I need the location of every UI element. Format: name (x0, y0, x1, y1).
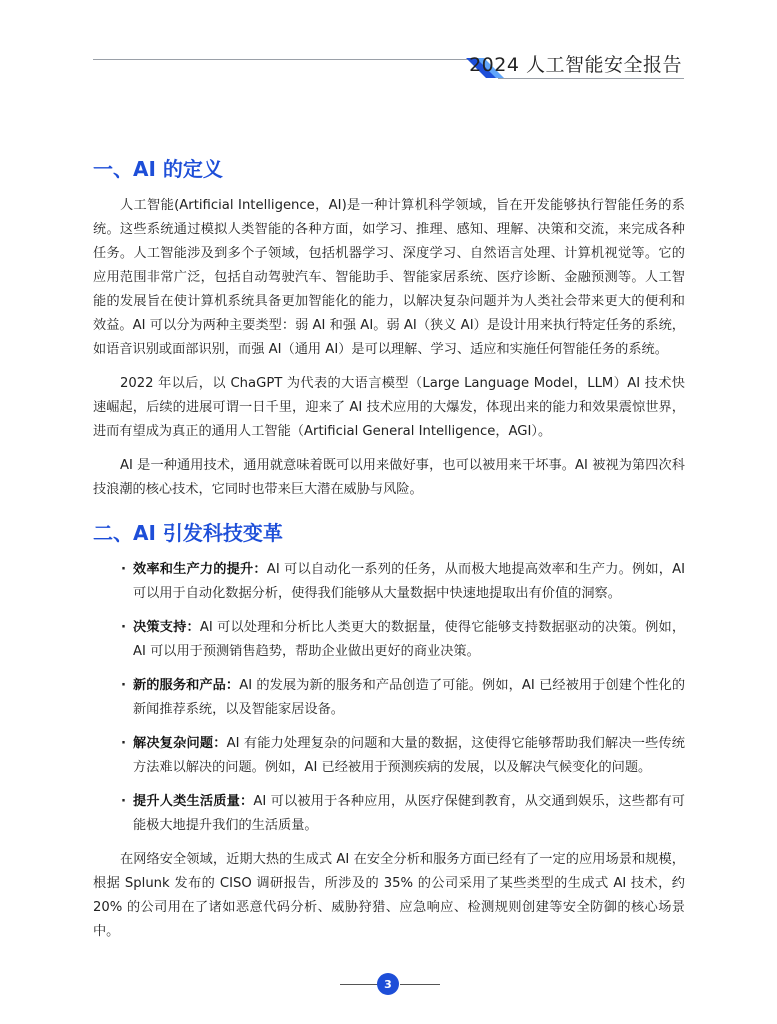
paragraph: 在网络安全领域，近期大热的生成式 AI 在安全分析和服务方面已经有了一定的应用场景和规模，根据 Splunk 发布的 CISO 调研报告，所涉及的 35% 的公司采用了某些类型的生成式 AI 技术，约 20% 的公司用在了诸如恶意代码分析、威胁狩猎、应急响应、检测规则创建等安全防御的核心场景中。 (93, 852, 685, 939)
bullet-text: AI 可以被用于各种应用，从医疗保健到教育，从交通到娱乐，这些都有可能极大地提升我们的生活质量。 (133, 794, 685, 833)
bullet-term: 效率和生产力的提升： (133, 562, 267, 577)
bullet-text: AI 可以自动化一系列的任务，从而极大地提高效率和生产力。例如，AI 可以用于自动化数据分析，使得我们能够从大量数据中快速地提取出有价值的洞察。 (133, 562, 685, 601)
paragraph: 人工智能(Artificial Intelligence，AI)是一种计算机科学领域，旨在开发能够执行智能任务的系统。这些系统通过模拟人类智能的各种方面，如学习、推理、感知、理解、决策和交流，来完成各种任务。人工智能涉及到多个子领域，包括机器学习、深度学习、自然语言处理、计算机视觉等。它的应用范围非常广泛，包括自动驾驶汽车、智能助手、智能家居系统、医疗诊断、金融预测等。人工智能的发展旨在使计算机系统具备更加智能化的能力，以解决复杂问题并为人类社会带来更大的便利和效益。AI 可以分为两种主要类型：弱 AI 和强 AI。弱 AI（狭义 AI）是设计用来执行特定任务的系统，如语音识别或面部识别，而强 AI（通用 AI）是可以理解、学习、适应和实施任何智能任务的系统。 (93, 198, 685, 357)
page-number-badge: 3 (377, 973, 399, 995)
bullet-term: 解决复杂问题： (133, 736, 227, 751)
bullet-text: AI 可以处理和分析比人类更大的数据量，使得它能够支持数据驱动的决策。例如，AI 可以用于预测销售趋势，帮助企业做出更好的商业决策。 (133, 620, 686, 659)
bullet-marker: · (121, 794, 127, 809)
bullet-marker: · (121, 678, 127, 693)
list-item (93, 616, 685, 664)
list-item (93, 790, 685, 838)
bullet-marker: · (121, 736, 127, 751)
main-content (93, 150, 685, 944)
bullet-text: AI 的发展为新的服务和产品创造了可能。例如，AI 已经被用于创建个性化的新闻推荐系统，以及智能家居设备。 (133, 678, 686, 717)
paragraph: 2022 年以后，以 ChaGPT 为代表的大语言模型（Large Language Model，LLM）AI 技术快速崛起，后续的进展可谓一日千里，迎来了 AI 技术应用的大爆发，体现出来的能力和效果震惊世界，进而有望成为真正的通用人工智能（Artificial General Intelligence，AGI）。 (93, 376, 685, 439)
footer-rule (400, 984, 440, 985)
bullet-text: AI 有能力处理复杂的问题和大量的数据，这使得它能够帮助我们解决一些传统方法难以解决的问题。例如，AI 已经被用于预测疾病的发展，以及解决气候变化的问题。 (133, 736, 685, 775)
page-header (0, 0, 777, 90)
bullet-marker: · (121, 620, 127, 635)
section-heading-ai-tech-change: 二、AI 引发科技变革 (93, 521, 283, 545)
list-item (93, 558, 685, 606)
page-footer (0, 965, 777, 1005)
header-rule (93, 59, 473, 60)
paragraph: AI 是一种通用技术，通用就意味着既可以用来做好事，也可以被用来干坏事。AI 被视为第四次科技浪潮的核心技术，它同时也带来巨大潜在威胁与风险。 (93, 458, 685, 497)
bullet-term: 决策支持： (133, 620, 200, 635)
list-item (93, 674, 685, 722)
bullet-list (93, 558, 685, 838)
bullet-marker: · (121, 562, 127, 577)
list-item (93, 732, 685, 780)
section-heading-ai-definition: 一、AI 的定义 (93, 157, 223, 181)
report-title: 2024 人工智能安全报告 (469, 54, 682, 76)
bullet-term: 提升人类生活质量： (133, 794, 254, 809)
footer-rule (340, 984, 378, 985)
header-rule-lower (498, 78, 684, 79)
bullet-term: 新的服务和产品： (133, 678, 240, 693)
